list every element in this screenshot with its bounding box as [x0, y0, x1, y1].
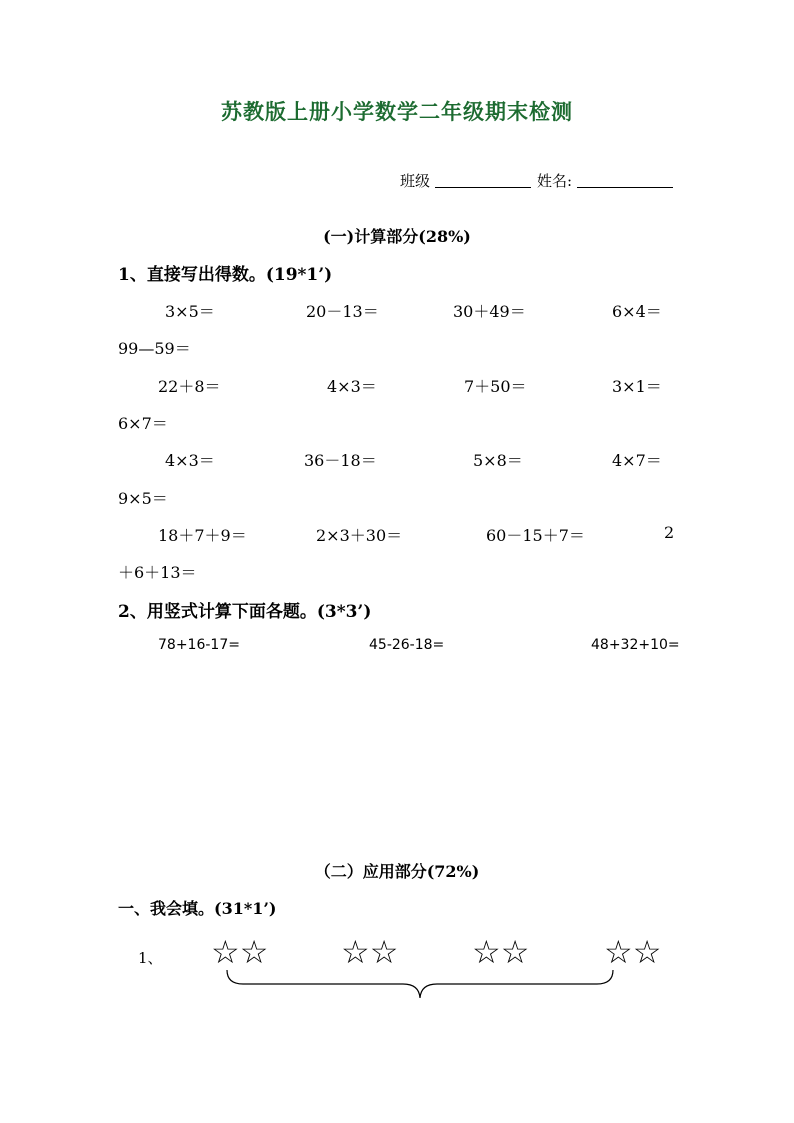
equation: 22＋8＝ — [158, 377, 221, 396]
equation: 99—59＝ — [118, 339, 191, 358]
class-blank[interactable] — [435, 173, 531, 188]
equation: 36－18＝ — [304, 451, 377, 470]
name-field — [537, 170, 673, 191]
equation: 60－15＋7＝ — [486, 526, 585, 545]
equation: 2 — [664, 523, 675, 542]
equation: 3×5＝ — [165, 302, 215, 321]
vertical-calc-item: 48+32+10= — [591, 637, 680, 653]
star-group: ☆☆ — [604, 933, 662, 971]
star-group: ☆☆ — [472, 933, 530, 971]
equation: 4×3＝ — [165, 451, 215, 470]
star-group: ☆☆ — [341, 933, 399, 971]
part2-title: （二）应用部分(72%) — [314, 862, 480, 881]
equation: 20－13＝ — [306, 302, 379, 321]
brace-icon — [225, 968, 615, 1002]
equation: 3×1＝ — [612, 377, 662, 396]
equation: 6×4＝ — [612, 302, 662, 321]
page-title: 苏教版上册小学数学二年级期末检测 — [221, 99, 573, 124]
equation: 2×3＋30＝ — [316, 526, 403, 545]
star-group: ☆☆ — [211, 933, 269, 971]
q1-heading: 1、直接写出得数。(19*1’) — [118, 265, 333, 285]
class-field — [400, 170, 531, 191]
equation: 30＋49＝ — [453, 302, 526, 321]
q2-heading: 2、用竖式计算下面各题。(3*3’) — [118, 602, 372, 622]
part1-title: (一)计算部分(28%) — [323, 227, 471, 246]
name-label: 姓名: — [537, 172, 573, 190]
equation: 5×8＝ — [473, 451, 523, 470]
equation: ＋6＋13＝ — [118, 563, 197, 582]
vertical-calc-item: 78+16-17= — [158, 637, 240, 653]
equation: 4×3＝ — [327, 377, 377, 396]
name-blank[interactable] — [577, 173, 673, 188]
equation: 4×7＝ — [612, 451, 662, 470]
equation: 9×5＝ — [118, 489, 168, 508]
vertical-calc-item: 45-26-18= — [369, 637, 445, 653]
equation: 18＋7＋9＝ — [158, 526, 247, 545]
equation: 6×7＝ — [118, 414, 168, 433]
item-number: 1、 — [138, 949, 163, 967]
class-label: 班级 — [400, 172, 431, 190]
part2-heading: 一、我会填。(31*1’) — [118, 899, 277, 918]
equation: 7＋50＝ — [464, 377, 527, 396]
